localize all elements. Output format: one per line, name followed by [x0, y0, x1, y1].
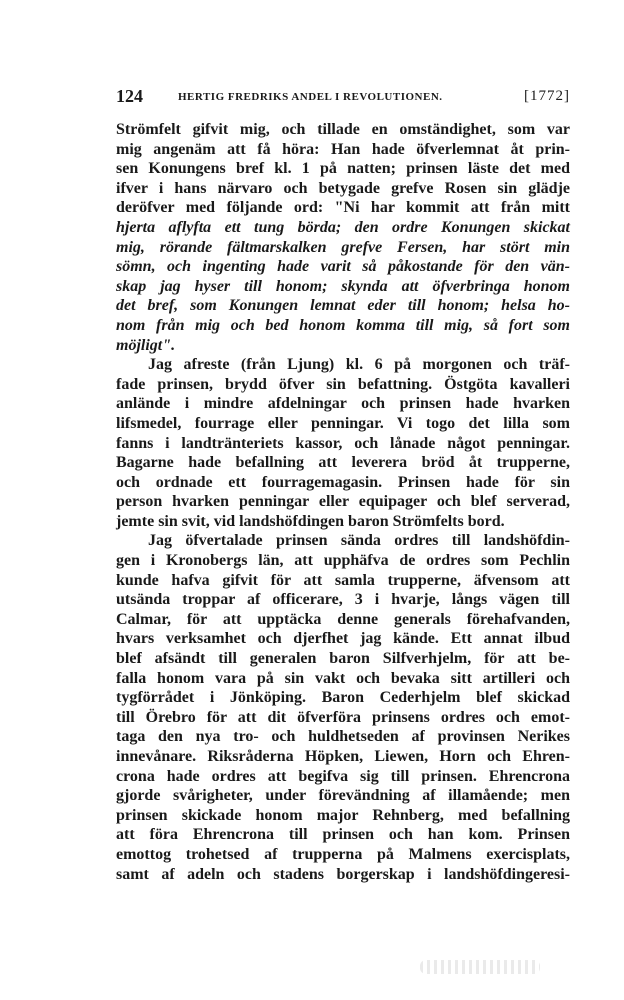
text-line: hjerta aflyfta ett tung börda; den ordre Konungen skickat	[116, 218, 570, 236]
text-line: lifsmedel, fourrage eller penningar. Vi togo det lilla som	[116, 414, 570, 432]
text-line: jemte sin svit, vid landshöfdingen baron Strömfelts bord.	[116, 512, 505, 530]
body-text	[116, 120, 570, 884]
text-line: blef afsändt till generalen baron Silfverhjelm, för att be-	[116, 650, 570, 668]
text-line: ifver i hans närvaro och betygade grefve Rosen sin glädje	[116, 179, 570, 197]
running-title: HERTIG FREDRIKS ANDEL I REVOLUTIONEN.	[178, 91, 443, 103]
text-line: nom från mig och bed honom komma till mig, så fort som	[116, 316, 570, 334]
text-line: och ordnade ett fourragemagasin. Prinsen hade för sin	[116, 473, 570, 491]
text-line: fade prinsen, brydd öfver sin befattning. Östgöta kavalleri	[116, 375, 570, 393]
running-head	[116, 86, 570, 108]
text-line: gjorde svårigheter, under förevändning af illamående; men	[116, 787, 570, 805]
text-line: skap jag hyser till honom; skynda att öfverbringa honom	[116, 277, 570, 295]
text-line: det bref, som Konungen lemnat eder till honom; helsa ho-	[116, 297, 570, 315]
text-line: Bagarne hade befallning att leverera bröd åt trupperne,	[116, 454, 570, 472]
faint-stamp-mark	[420, 960, 540, 974]
text-line: Calmar, för att upptäcka denne generals förehafvanden,	[116, 610, 570, 628]
text-line: mig, rörande fältmarskalken grefve Fersen, har stört min	[116, 238, 570, 256]
text-line: till Örebro för att dit öfverföra prinsens ordres och emot-	[116, 708, 570, 726]
text-line: Jag afreste (från Ljung) kl. 6 på morgonen och träf-	[148, 356, 570, 374]
text-line: crona hade ordres att begifva sig till prinsen. Ehrencrona	[116, 767, 570, 785]
text-line: fanns i landtränteriets kassor, och lånade något penningar.	[116, 434, 570, 452]
text-line: kunde hafva gifvit för att samla trupperne, äfvensom att	[116, 571, 570, 589]
page-number: 124	[116, 86, 143, 106]
text-line: utsända troppar af officerare, 3 i hvarje, långs vägen till	[116, 591, 570, 609]
text-line: innevånare. Riksråderna Höpken, Liewen, Horn och Ehren-	[116, 748, 570, 765]
text-line: taga den nya tro- och huldhetseden af provinsen Nerikes	[116, 728, 570, 746]
text-line: Jag öfvertalade prinsen sända ordres till landshöfdin-	[148, 532, 570, 550]
text-line: sömn, och ingenting hade varit så påkostande för den vän-	[116, 258, 570, 276]
text-line: sen Konungens bref kl. 1 på natten; prinsen läste det med	[116, 160, 570, 178]
text-line: Strömfelt gifvit mig, och tillade en omständighet, som var	[116, 121, 570, 138]
text-line: anlände i mindre afdelningar och prinsen hade hvarken	[116, 395, 570, 413]
text-line: gen i Kronobergs län, att upphäfva de ordres som Pechlin	[116, 552, 570, 570]
text-line: hvars verksamhet och djerfhet jag kände. Ett annat ilbud	[116, 630, 570, 648]
text-line: prinsen skickade honom major Rehnberg, med befallning	[116, 806, 570, 824]
text-line: emottog trohetsed af trupperna på Malmens exercisplats,	[116, 845, 570, 863]
year-marker: [1772]	[524, 88, 570, 104]
text-line: samt af adeln och stadens borgerskap i landshöfdingeresi-	[116, 865, 570, 883]
text-line: falla honom vara på sin vakt och bevaka sitt artilleri och	[116, 669, 570, 687]
text-line: deröfver med följande ord: "Ni har kommit att från mitt	[116, 199, 570, 217]
text-line: att föra Ehrencrona till prinsen och han kom. Prinsen	[116, 826, 570, 844]
text-line: möjligt".	[116, 336, 176, 354]
text-line: person hvarken penningar eller equipager och blef serverad,	[116, 493, 570, 511]
text-line: tygförrådet i Jönköping. Baron Cederhjelm blef skickad	[116, 689, 570, 707]
text-line: mig angenäm att få höra: Han hade öfverlemnat åt prin-	[116, 140, 570, 158]
